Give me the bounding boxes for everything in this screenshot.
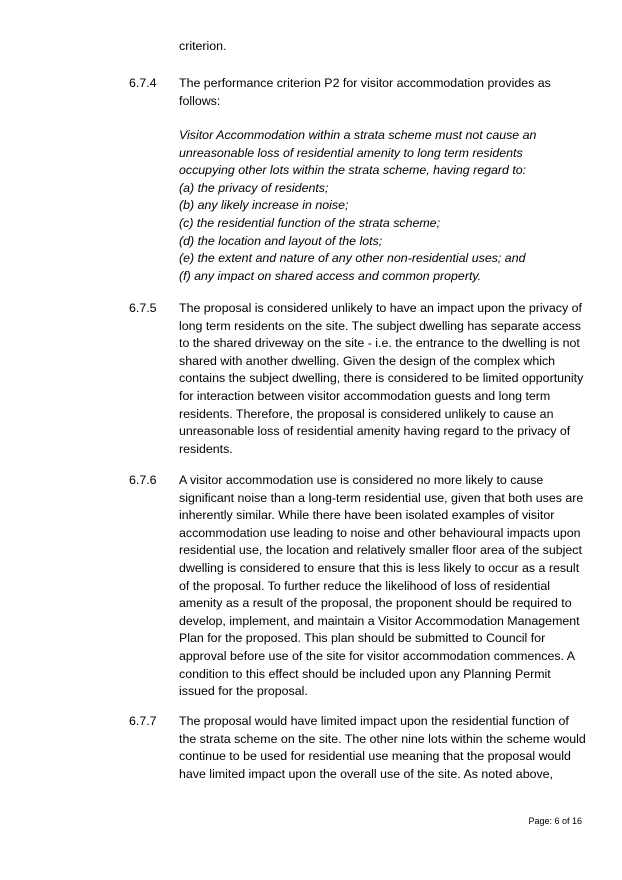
section-body [179,75,584,110]
section-number: 6.7.7 [129,714,157,728]
text-line: follows: [179,93,221,108]
quote-line: (e) the extent and nature of any other non-residential uses; and [179,251,526,266]
section-number: 6.7.6 [129,473,157,487]
text-line: The proposal is considered unlikely to have an impact upon the privacy of [179,301,582,315]
text-line: the strata scheme on the site. The other nine lots within the scheme would [179,731,586,746]
text-line: Plan for the proposed. This plan should be submitted to Council for [179,631,546,646]
text-line: unreasonable loss of residential amenity having regard to the privacy of [179,424,571,439]
quote-line: Visitor Accommodation within a strata scheme must not cause an [179,128,537,142]
text-line: have limited impact upon the overall use of the site. As noted above, [179,766,554,781]
text-line: amenity as a result of the proposal, the proponent should be required to [179,596,572,611]
text-line: criterion. [179,39,227,53]
section-body [179,472,584,701]
quote-line: (c) the residential function of the strata scheme; [179,215,441,230]
quote-line: occupying other lots within the strata scheme, having regard to: [179,163,527,178]
text-line: dwelling is considered to ensure that this is less likely to occur as a result [179,560,580,575]
text-line: residents. Therefore, the proposal is considered unlikely to cause an [179,406,554,421]
text-line: The performance criterion P2 for visitor accommodation provides as [179,76,551,90]
text-line: A visitor accommodation use is considered no more likely to cause [179,473,544,487]
quote-line: (b) any likely increase in noise; [179,198,349,213]
text-line: contains the subject dwelling, there is considered to be limited opportunity [179,371,584,386]
text-line: residential use, the location and relatively smaller floor area of the subject [179,543,582,558]
text-line: inherently similar. While there have been isolated examples of visitor [179,508,555,523]
section-number: 6.7.5 [129,301,157,315]
text-line: The proposal would have limited impact upon the residential function of [179,714,569,728]
text-line: for interaction between visitor accommodation guests and long term [179,388,551,403]
text-line: develop, implement, and maintain a Visitor Accommodation Management [179,613,580,628]
quote-line: (d) the location and layout of the lots; [179,233,383,248]
text-line: accommodation use leading to noise and other behavioural impacts upon [179,525,581,540]
text-line: long term residents on the site. The subject dwelling has separate access [179,318,581,333]
quote-line: (f) any impact on shared access and common property. [179,268,482,283]
quote-line: unreasonable loss of residential amenity to long term residents [179,145,523,160]
section-body [179,300,584,458]
text-line: residents. [179,441,233,456]
quote-body [179,127,584,285]
text-line: to the shared driveway on the site - i.e. the entrance to the dwelling is not [179,336,580,351]
text-line: shared with another dwelling. Given the design of the complex which [179,353,556,368]
text-line: approval before use of the site for visitor accommodation commences. A [179,648,576,663]
text-line: significant noise than a long-term residential use, given that both uses are [179,490,584,505]
text-line: condition to this effect should be included upon any Planning Permit [179,666,551,681]
section-body [179,713,584,783]
quote-line: (a) the privacy of residents; [179,180,329,195]
page-number: Page: 6 of 16 [528,816,582,826]
text-line: of the proposal. To further reduce the likelihood of loss of residential [179,578,551,593]
text-line: continue to be used for residential use meaning that the proposal would [179,749,571,764]
section-number: 6.7.4 [129,76,157,90]
text-line: issued for the proposal. [179,684,308,699]
